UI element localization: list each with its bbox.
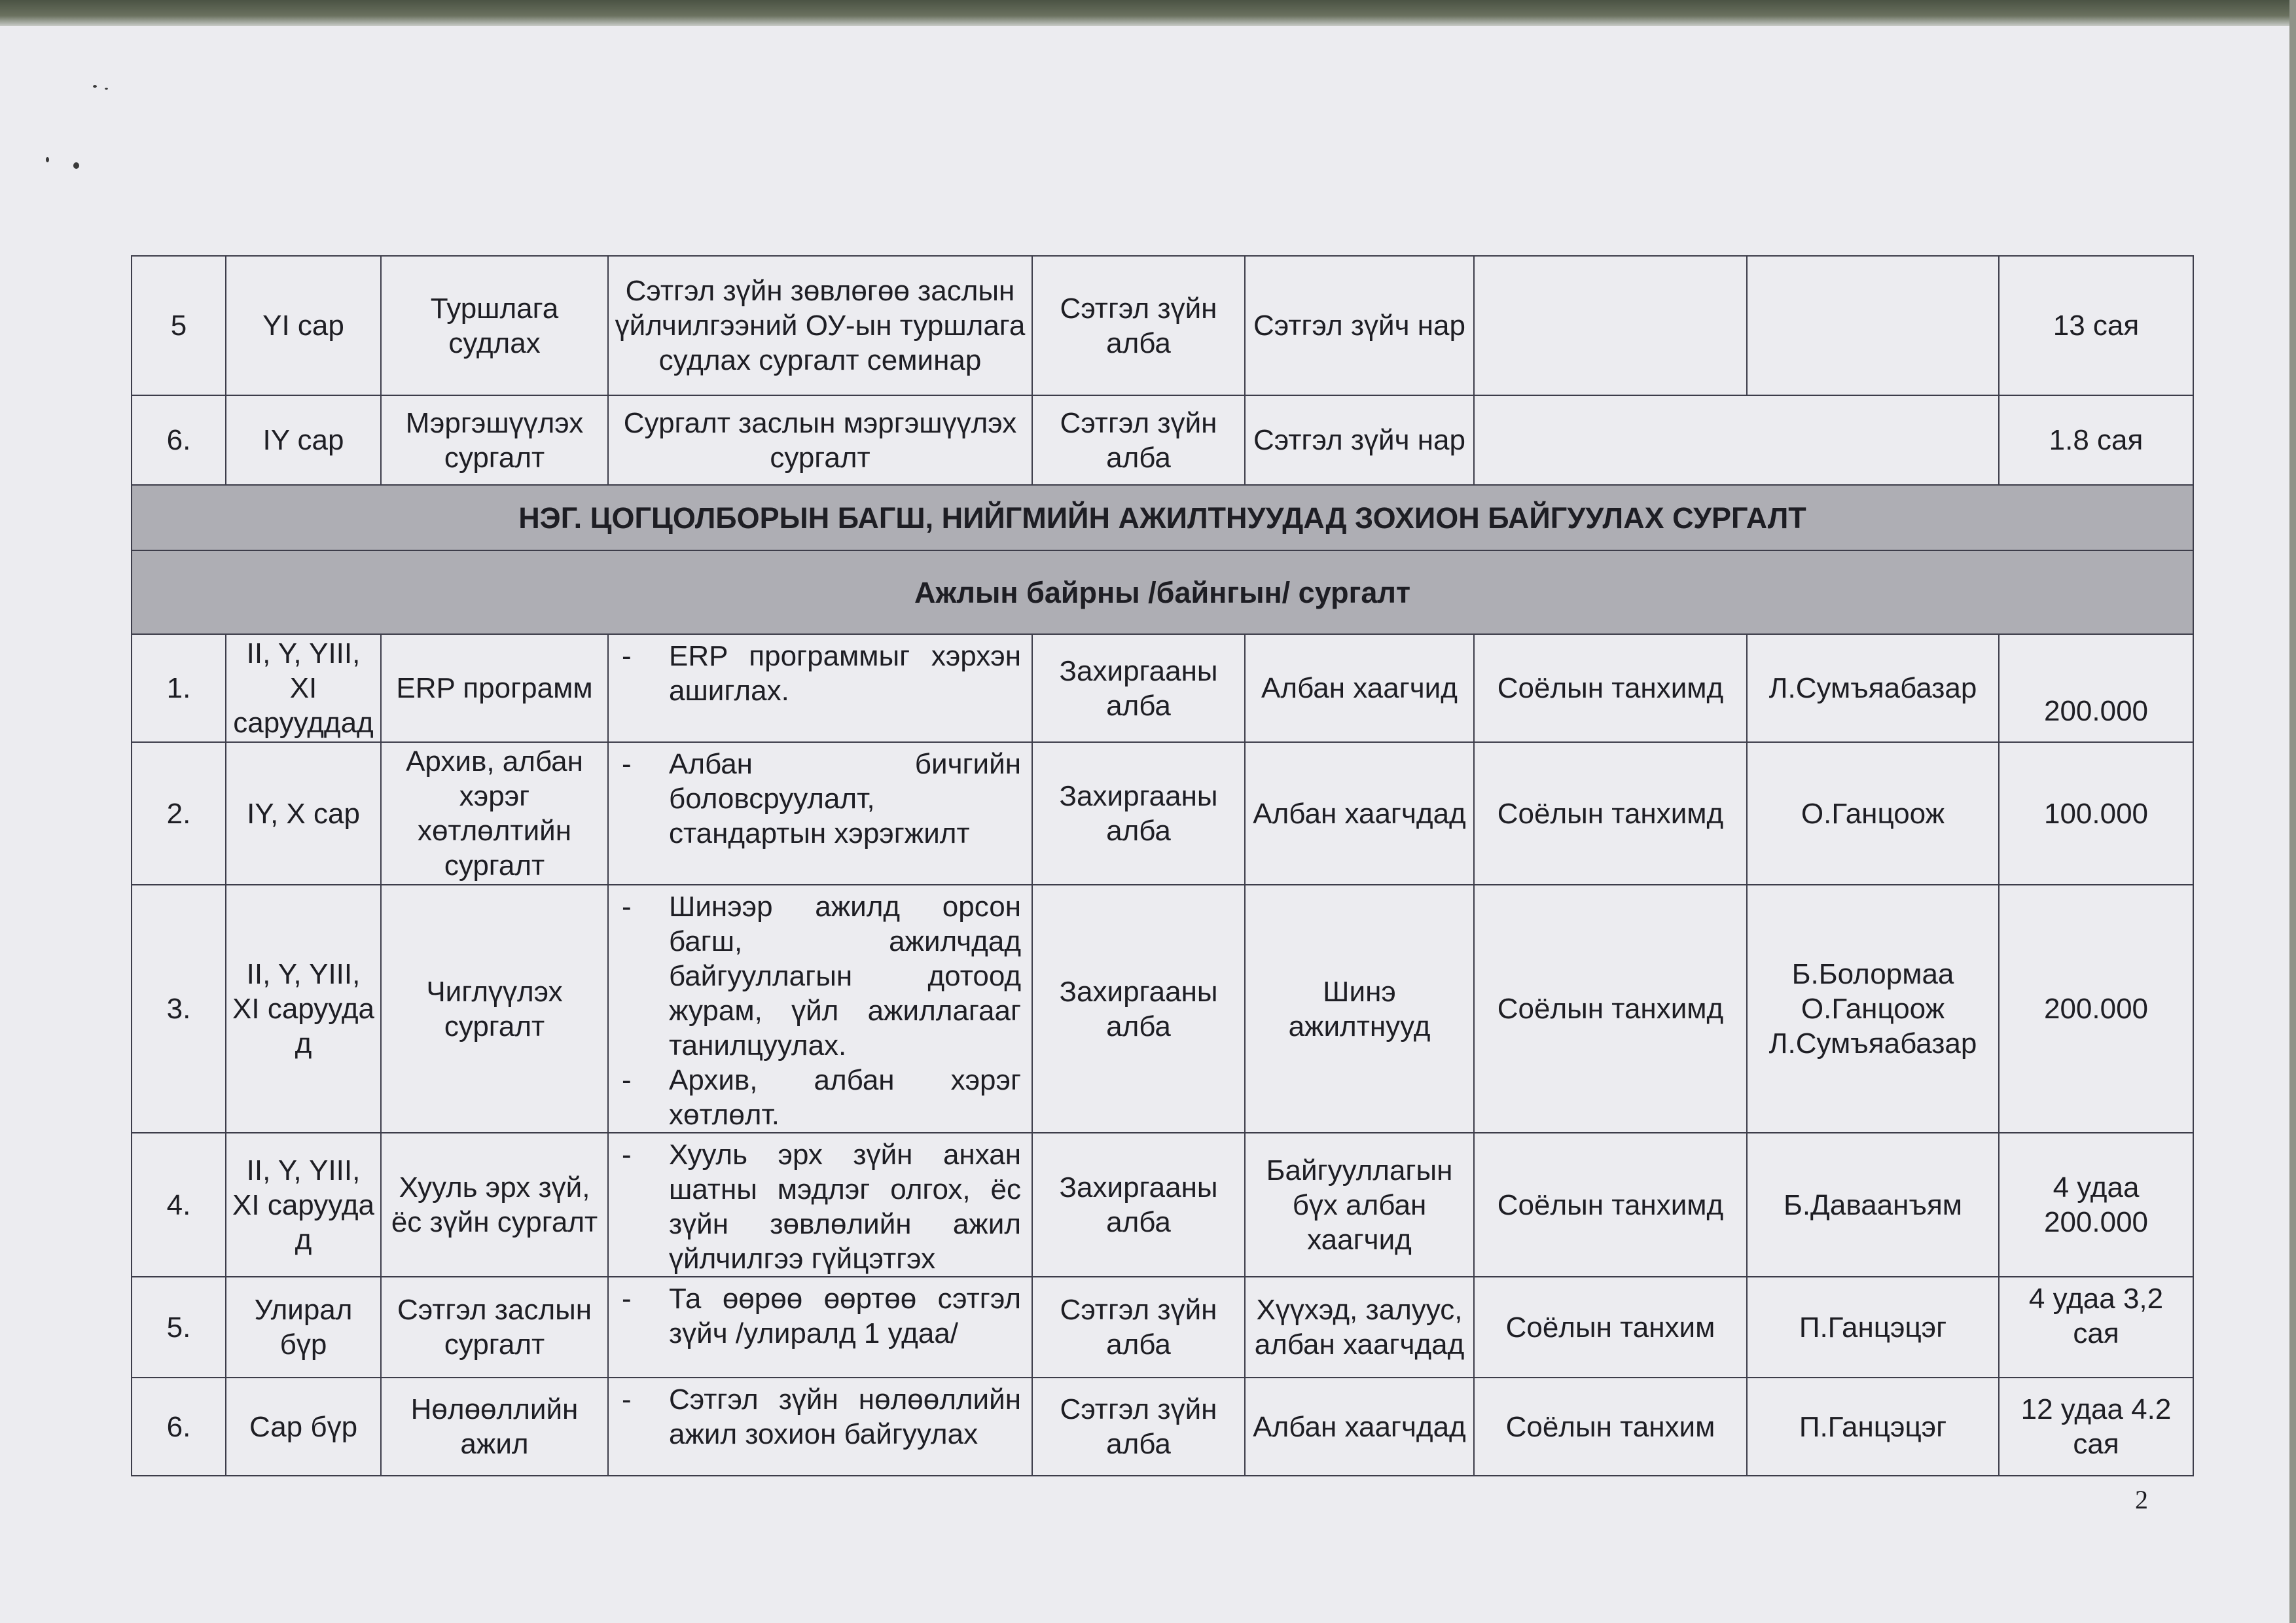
row-budget: 1.8 сая xyxy=(1999,395,2193,485)
row-budget: 4 удаа 200.000 xyxy=(1999,1133,2193,1277)
row-description: Сэтгэл зүйн зөвлөгөө заслын үйлчилгээний ОУ-ын туршлага судлах сургалт семинар xyxy=(608,256,1032,395)
row-number: 5. xyxy=(132,1277,226,1378)
row-place: Соёлын танхимд xyxy=(1474,742,1747,885)
row-description xyxy=(608,1133,1032,1277)
row-organizer: Сэтгэл зүйн алба xyxy=(1032,1378,1245,1476)
scan-specks xyxy=(39,79,118,196)
row-place: Соёлын танхим xyxy=(1474,1378,1747,1476)
table-row xyxy=(132,634,2193,742)
row-place: Соёлын танхимд xyxy=(1474,634,1747,742)
bullet-item: - Та өөрөө өөртөө сэтгэл зүйч /улиралд 1 удаа/ xyxy=(622,1281,1021,1351)
row-target: Шинэ ажилтнууд xyxy=(1245,885,1474,1133)
table-row xyxy=(132,1378,2193,1476)
scan-edge-top xyxy=(0,0,2296,26)
row-number: 6. xyxy=(132,1378,226,1476)
row-organizer: Сэтгэл зүйн алба xyxy=(1032,1277,1245,1378)
row-place: Соёлын танхим xyxy=(1474,1277,1747,1378)
row-budget: 4 удаа 3,2 сая xyxy=(1999,1277,2193,1378)
row-time: II, Y, YIII, XI сарууда д xyxy=(226,885,381,1133)
row-number: 3. xyxy=(132,885,226,1133)
table-row xyxy=(132,395,2193,485)
row-target: Байгууллагын бүх албан хаагчид xyxy=(1245,1133,1474,1277)
row-responsible: О.Ганцоож xyxy=(1747,742,1999,885)
row-type: Чиглүүлэх сургалт xyxy=(381,885,608,1133)
row-type: Нөлөөллийн ажил xyxy=(381,1378,608,1476)
section-title: НЭГ. ЦОГЦОЛБОРЫН БАГШ, НИЙГМИЙН АЖИЛТНУУДАД ЗОХИОН БАЙГУУЛАХ СУРГАЛТ xyxy=(132,485,2193,550)
subsection-header-row xyxy=(132,550,2193,634)
bullet-item: - Хууль эрх зүйн анхан шатны мэдлэг олгох, ёс зүйн зөвлөлийн ажил үйлчилгээ гүйцэтгэх xyxy=(622,1137,1021,1276)
row-description xyxy=(608,1378,1032,1476)
row-place: Соёлын танхимд xyxy=(1474,885,1747,1133)
row-description xyxy=(608,742,1032,885)
table-row xyxy=(132,256,2193,395)
row-target: Сэтгэл зүйч нар xyxy=(1245,256,1474,395)
training-plan-table xyxy=(131,255,2194,1476)
row-time: IY сар xyxy=(226,395,381,485)
row-place: Соёлын танхимд xyxy=(1474,1133,1747,1277)
row-type: Мэргэшүүлэх сургалт xyxy=(381,395,608,485)
row-time: YI сар xyxy=(226,256,381,395)
row-target: Хүүхэд, залуус, албан хаагчдад xyxy=(1245,1277,1474,1378)
section-header-row xyxy=(132,485,2193,550)
row-responsible: П.Ганцэцэг xyxy=(1747,1277,1999,1378)
row-responsible: Л.Сумъяабазар xyxy=(1747,634,1999,742)
row-responsible: Б.Даваанъям xyxy=(1747,1133,1999,1277)
table-row xyxy=(132,1277,2193,1378)
row-responsible: Б.Болормаа О.Ганцоож Л.Сумъяабазар xyxy=(1747,885,1999,1133)
bullet-item: - Шинээр ажилд орсон багш, ажилчдад байгууллагын дотоод журам, үйл ажиллагааг танилцуулах. xyxy=(622,889,1021,1063)
row-organizer: Сэтгэл зүйн алба xyxy=(1032,256,1245,395)
row-budget: 13 сая xyxy=(1999,256,2193,395)
row-description xyxy=(608,885,1032,1133)
row-type: Туршлага судлах xyxy=(381,256,608,395)
row-type: ERP программ xyxy=(381,634,608,742)
row-time: II, Y, YIII, XI сарууддад xyxy=(226,634,381,742)
row-time: II, Y, YIII, XI сарууда д xyxy=(226,1133,381,1277)
row-budget: 200.000 xyxy=(1999,634,2193,742)
bullet-item: - ERP программыг хэрхэн ашиглах. xyxy=(622,639,1021,708)
row-organizer: Захиргааны алба xyxy=(1032,742,1245,885)
row-budget: 200.000 xyxy=(1999,885,2193,1133)
row-number: 4. xyxy=(132,1133,226,1277)
row-number: 5 xyxy=(132,256,226,395)
row-type: Архив, албан хэрэг хөтлөлтийн сургалт xyxy=(381,742,608,885)
row-number: 2. xyxy=(132,742,226,885)
row-description xyxy=(608,634,1032,742)
row-organizer: Захиргааны алба xyxy=(1032,1133,1245,1277)
row-budget: 12 удаа 4.2 сая xyxy=(1999,1378,2193,1476)
row-responsible xyxy=(1747,256,1999,395)
row-target: Албан хаагчдад xyxy=(1245,1378,1474,1476)
row-empty-merged xyxy=(1474,395,1999,485)
row-target: Албан хаагчид xyxy=(1245,634,1474,742)
scan-edge-right xyxy=(2289,0,2296,1623)
row-organizer: Захиргааны алба xyxy=(1032,634,1245,742)
row-organizer: Сэтгэл зүйн алба xyxy=(1032,395,1245,485)
row-target: Сэтгэл зүйч нар xyxy=(1245,395,1474,485)
row-number: 6. xyxy=(132,395,226,485)
row-organizer: Захиргааны алба xyxy=(1032,885,1245,1133)
table-row xyxy=(132,885,2193,1133)
table-row xyxy=(132,742,2193,885)
bullet-item: - Сэтгэл зүйн нөлөөллийн ажил зохион байгуулах xyxy=(622,1382,1021,1452)
row-place xyxy=(1474,256,1747,395)
bullet-item: - Архив, албан хэрэг хөтлөлт. xyxy=(622,1063,1021,1132)
page-number: 2 xyxy=(2135,1485,2148,1514)
subsection-title: Ажлын байрны /байнгын/ сургалт xyxy=(132,550,2193,634)
row-target: Албан хаагчдад xyxy=(1245,742,1474,885)
bullet-item: - Албан бичгийн боловсруулалт, стандартын хэрэгжилт xyxy=(622,747,1021,851)
row-responsible: П.Ганцэцэг xyxy=(1747,1378,1999,1476)
row-time: Сар бүр xyxy=(226,1378,381,1476)
row-type: Хууль эрх зүй, ёс зүйн сургалт xyxy=(381,1133,608,1277)
row-time: Улирал бүр xyxy=(226,1277,381,1378)
table-row xyxy=(132,1133,2193,1277)
row-number: 1. xyxy=(132,634,226,742)
row-description xyxy=(608,1277,1032,1378)
row-type: Сэтгэл заслын сургалт xyxy=(381,1277,608,1378)
row-budget: 100.000 xyxy=(1999,742,2193,885)
row-time: IY, X сар xyxy=(226,742,381,885)
row-description: Сургалт заслын мэргэшүүлэх сургалт xyxy=(608,395,1032,485)
